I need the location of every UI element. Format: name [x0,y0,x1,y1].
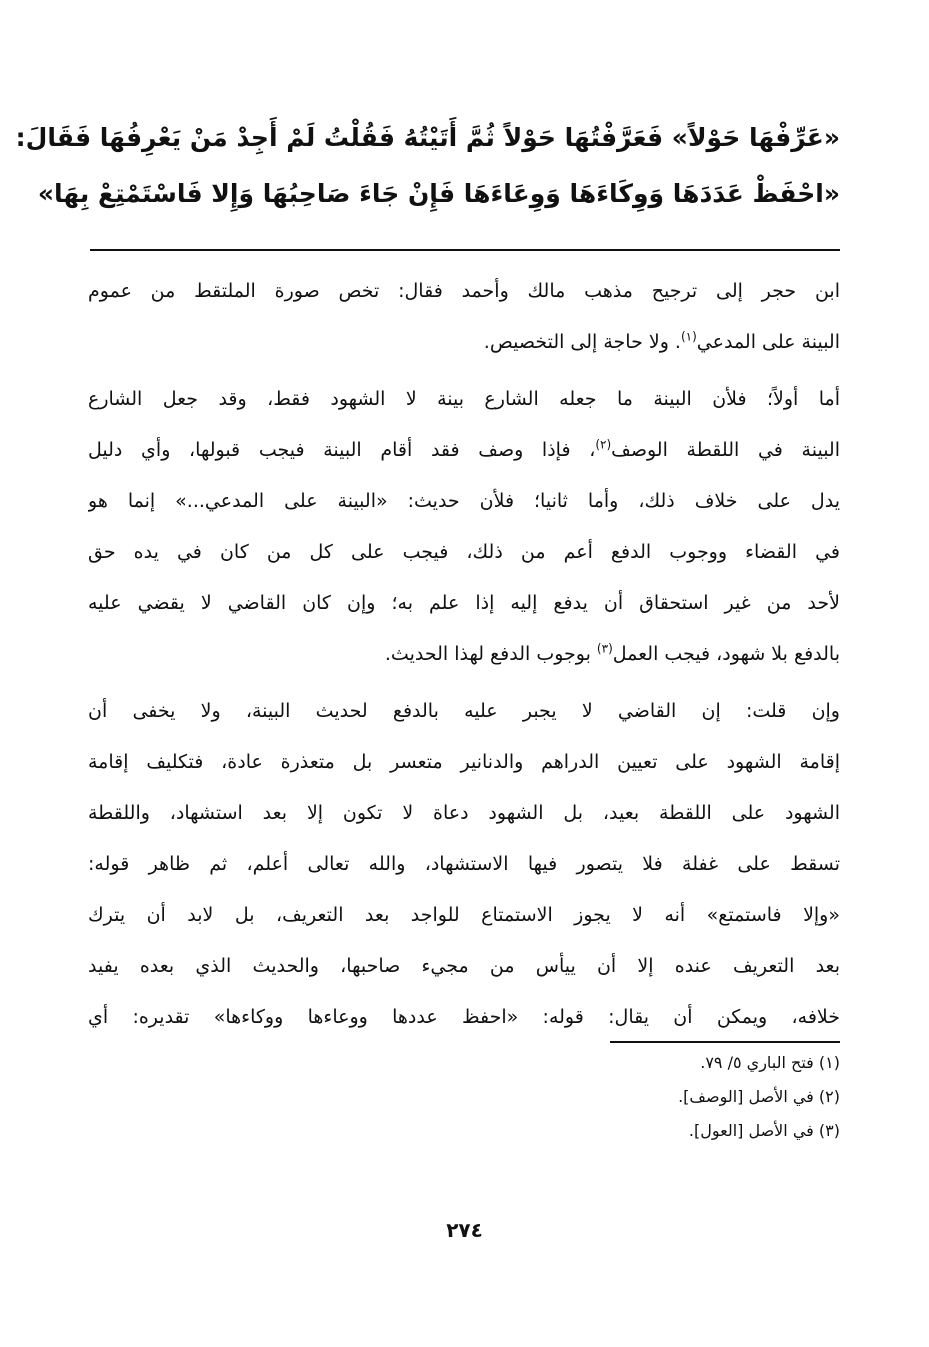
text-line: تسقط على غفلة فلا يتصور فيها الاستشهاد، والله تعالى أعلم، ثم ظاهر قوله: [88,853,840,875]
text-line: بعد التعريف عنده إلا أن ييأس من مجيء صاحبها، والحديث الذي بعده يفيد [88,955,840,977]
text-line: يدل على خلاف ذلك، وأما ثانيا؛ فلأن حديث: «البينة على المدعي...» إنما هو [88,490,840,512]
paragraph [88,266,840,368]
hadith-line: «عَرِّفْهَا حَوْلاً» فَعَرَّفْتُهَا حَوْلاً ثُمَّ أَتَيْتُهُ فَقُلْتُ لَمْ أَجِدْ مَنْ يَعْرِفُهَا فَقَالَ: [15,123,840,152]
text-line: البينة في اللقطة الوصف$^{(٢)}$، فإذا وصف فقد أقام البينة فيجب قبولها، وأي دليل [88,437,840,461]
text-line: في القضاء ووجوب الدفع أعم من ذلك، فيجب على كل من كان في يده حق [88,541,840,563]
commentary-text [88,266,840,1043]
footnote-marker: (١) [680,329,697,344]
footnote: (٣) في الأصل [العول]. [688,1121,840,1140]
footnotes [88,1046,840,1148]
separator-rule [90,249,840,251]
footnote-rule [610,1041,840,1043]
paragraph [88,374,840,680]
hadith-line: «احْفَظْ عَدَدَهَا وَوِكَاءَهَا وَوِعَاءَهَا فَإِنْ جَاءَ صَاحِبُهَا وَإِلا فَاسْتَمْتِعْ بِهَا» [37,179,840,208]
footnote-marker: (٢) [595,437,612,452]
footnote: (١) فتح الباري ٥/ ٧٩. [700,1053,840,1072]
text-line: ابن حجر إلى ترجيح مذهب مالك وأحمد فقال: تخص صورة الملتقط من عموم [88,280,840,302]
text-line: الشهود على اللقطة بعيد، بل الشهود دعاة لا تكون إلا بعد استشهاد، واللقطة [88,802,840,824]
text-line: بالدفع بلا شهود، فيجب العمل$^{(٣)}$ بوجوب الدفع لهذا الحديث. [384,641,840,665]
text-line: أما أولاً؛ فلأن البينة ما جعله الشارع بينة لا الشهود فقط، وقد جعل الشارع [88,388,840,410]
text-line: لأحد من غير استحقاق أن يدفع إليه إذا علم به؛ وإن كان القاضي لا يقضي عليه [88,592,840,614]
page-number: ٢٧٤ [446,1218,483,1242]
text-line: «وإلا فاستمتع» أنه لا يجوز الاستمتاع للواجد بعد التعريف، بل لابد أن يترك [88,904,840,926]
text-line: خلافه، ويمكن أن يقال: قوله: «احفظ عددها ووعاءها ووكاءها» تقديره: أي [88,1006,840,1028]
text-line: وإن قلت: إن القاضي لا يجبر عليه بالدفع لحديث البينة، ولا يخفى أن [88,700,840,722]
text-line: إقامة الشهود على تعيين الدراهم والدنانير متعسر بل متعذرة عادة، فتكليف إقامة [88,751,840,773]
text-line: البينة على المدعي$^{(١)}$. ولا حاجة إلى التخصيص. [483,329,840,353]
footnote: (٢) في الأصل [الوصف]. [678,1087,840,1106]
paragraph [88,686,840,1043]
footnote-marker: (٣) [596,641,613,656]
